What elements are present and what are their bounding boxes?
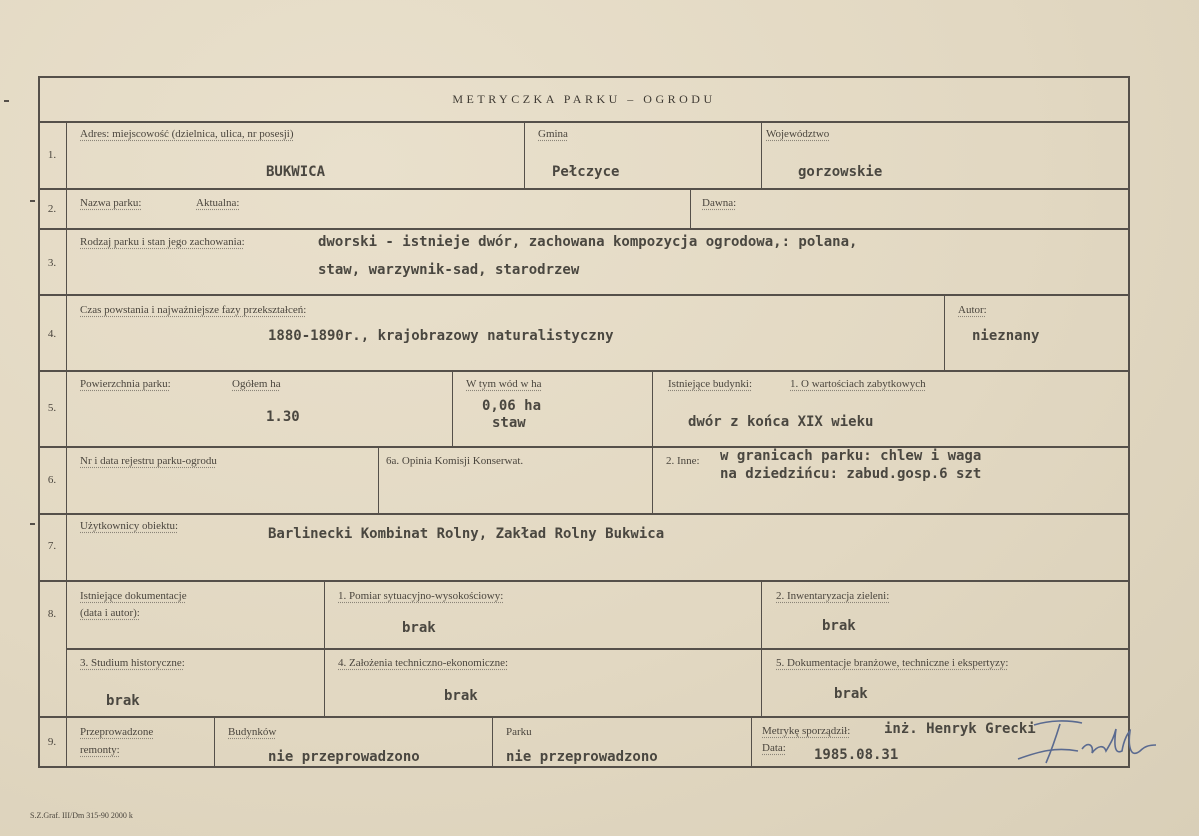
signature-mark: [1010, 715, 1170, 775]
park-renovation-value: nie przeprowadzono: [506, 749, 658, 765]
row-divider: [38, 188, 1130, 190]
cell-divider: [492, 716, 493, 768]
historic-buildings-value: dwór z końca XIX wieku: [688, 414, 874, 430]
origin-value: 1880-1890r., krajobrazowy naturalistyczny: [268, 328, 614, 344]
documentation-label: Istniejące dokumentacje: [80, 590, 187, 602]
print-footer: S.Z.Graf. III/Dm 315-90 2000 k: [30, 811, 133, 820]
voivodeship-value: gorzowskie: [798, 164, 883, 180]
cell-divider: [761, 580, 762, 716]
buildings-renovation-label: Budynków: [228, 726, 277, 738]
documentation-label-sub: (data i autor):: [80, 607, 140, 619]
historic-buildings-label: 1. O wartościach zabytkowych: [790, 378, 926, 390]
register-label: Nr i data rejestru parku-ogrodu: [80, 455, 217, 467]
cell-divider: [324, 580, 325, 716]
cell-divider: [378, 446, 379, 513]
cell-divider: [452, 370, 453, 446]
survey-value: brak: [402, 620, 436, 636]
row-number: 2.: [47, 203, 57, 215]
date-value: 1985.08.31: [814, 747, 899, 763]
other-buildings-value-line2: na dziedzińcu: zabud.gosp.6 szt: [720, 466, 982, 482]
industry-documentation-label: 5. Dokumentacje branżowe, techniczne i ekspertyzy:: [776, 657, 1009, 669]
row-divider: [38, 294, 1130, 296]
address-value: BUKWICA: [266, 164, 326, 180]
gmina-value: Pełczyce: [552, 164, 620, 180]
row-number: 1.: [47, 149, 57, 161]
voivodeship-label: Województwo: [766, 128, 830, 140]
row-divider: [66, 648, 1130, 650]
row-number: 4.: [47, 328, 57, 340]
park-renovation-label: Parku: [506, 726, 532, 738]
greenery-inventory-value: brak: [822, 618, 856, 634]
row-number: 6.: [47, 474, 57, 486]
row-number: 3.: [47, 257, 57, 269]
row-number: 8.: [47, 608, 57, 620]
renovations-label-sub: remonty:: [80, 744, 120, 756]
cell-divider: [761, 121, 762, 188]
buildings-label: Istniejące budynki:: [668, 378, 753, 390]
row-divider: [38, 228, 1130, 230]
historical-study-value: brak: [106, 693, 140, 709]
cell-divider: [214, 716, 215, 768]
users-label: Użytkownicy obiektu:: [80, 520, 179, 532]
cell-divider: [690, 188, 691, 228]
conservator-opinion-label: 6a. Opinia Komisji Konserwat.: [386, 455, 524, 467]
prepared-by-value: inż. Henryk Grecki: [884, 721, 1036, 737]
margin-mark: [30, 200, 35, 202]
industry-documentation-value: brak: [834, 686, 868, 702]
technical-assumptions-value: brak: [444, 688, 478, 704]
park-type-value-line2: staw, warzywnik-sad, starodrzew: [318, 262, 580, 278]
row-number: 5.: [47, 402, 57, 414]
row-divider: [38, 370, 1130, 372]
margin-mark: [4, 100, 9, 102]
water-area-type: staw: [492, 415, 526, 431]
row-number: 9.: [47, 736, 57, 748]
row-divider: [38, 580, 1130, 582]
form-title: METRYCZKA PARKU – OGRODU: [452, 92, 716, 106]
buildings-renovation-value: nie przeprowadzono: [268, 749, 420, 765]
prepared-by-label: Metrykę sporządził:: [762, 725, 851, 737]
cell-divider: [751, 716, 752, 768]
other-buildings-label: 2. Inne:: [666, 455, 700, 467]
gmina-label: Gmina: [538, 128, 568, 140]
park-type-value-line1: dworski - istnieje dwór, zachowana kompozycja ogrodowa,: polana,: [318, 234, 858, 250]
margin-mark: [30, 523, 35, 525]
row-divider: [38, 513, 1130, 515]
row-divider: [38, 716, 1130, 718]
author-value: nieznany: [972, 328, 1040, 344]
survey-label: 1. Pomiar sytuacyjno-wysokościowy:: [338, 590, 504, 602]
park-name-label: Nazwa parku:: [80, 197, 142, 209]
former-name-label: Dawna:: [702, 197, 737, 209]
address-label: Adres: miejscowość (dzielnica, ulica, nr posesji): [80, 128, 294, 140]
current-name-label: Aktualna:: [196, 197, 240, 209]
total-area-label: Ogółem ha: [232, 378, 281, 390]
area-label: Powierzchnia parku:: [80, 378, 171, 390]
number-column-divider: [66, 121, 67, 768]
historical-study-label: 3. Studium historyczne:: [80, 657, 185, 669]
other-buildings-value-line1: w granicach parku: chlew i waga: [720, 448, 982, 464]
author-label: Autor:: [958, 304, 987, 316]
origin-label: Czas powstania i najważniejsze fazy przekształceń:: [80, 304, 307, 316]
park-type-label: Rodzaj parku i stan jego zachowania:: [80, 236, 245, 248]
cell-divider: [944, 294, 945, 370]
renovations-label: Przeprowadzone: [80, 726, 154, 738]
technical-assumptions-label: 4. Założenia techniczno-ekonomiczne:: [338, 657, 509, 669]
cell-divider: [524, 121, 525, 188]
water-area-value: 0,06 ha: [482, 398, 542, 414]
greenery-inventory-label: 2. Inwentaryzacja zieleni:: [776, 590, 890, 602]
water-area-label: W tym wód w ha: [466, 378, 542, 390]
total-area-value: 1.30: [266, 409, 300, 425]
row-number: 7.: [47, 540, 57, 552]
date-label: Data:: [762, 742, 786, 754]
row-divider: [38, 121, 1130, 123]
cell-divider: [652, 370, 653, 513]
users-value: Barlinecki Kombinat Rolny, Zakład Rolny Bukwica: [268, 526, 665, 542]
